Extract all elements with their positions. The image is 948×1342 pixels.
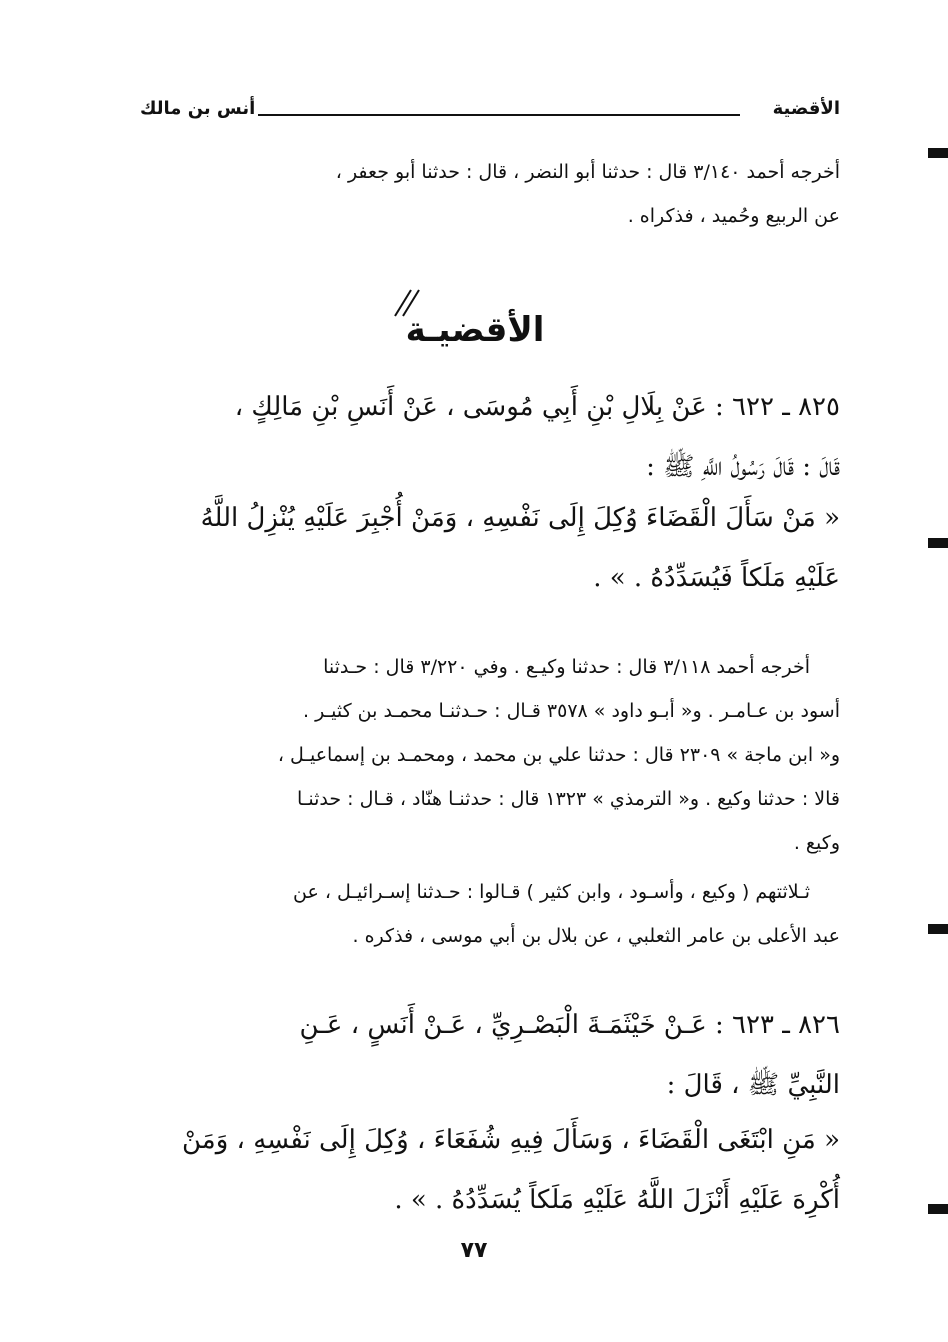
hadith-826-isnad bbox=[140, 995, 840, 1115]
running-header bbox=[140, 92, 840, 132]
scan-edge-mark bbox=[928, 148, 948, 158]
takhrij-line: أخرجه أحمد ٣/١١٨ قال : حدثنا وكيـع . وفي ٣/٢٢٠ قال : حـدثنا bbox=[323, 656, 810, 678]
hadith-825-text bbox=[140, 488, 840, 608]
takhrij-line: و« ابن ماجة » ٢٣٠٩ قال : حدثنا علي بن محمد ، ومحمـد بن إسماعيـل ، bbox=[277, 744, 840, 766]
takhrij-line: ثـلاثتهم ( وكيع ، وأسـود ، وابن كثير ) قـالوا : حـدثنا إسـرائيـل ، عن bbox=[293, 881, 810, 903]
hadith-line: ٨٢٦ ـ ٦٢٣ : عَـنْ خَيْثَمَـةَ الْبَصْـرِيِّ ، عَـنْ أَنَسٍ ، عَـنِ bbox=[299, 1010, 840, 1040]
scan-edge-mark bbox=[928, 924, 948, 934]
takhrij-825-paragraph-1 bbox=[140, 645, 840, 865]
takhrij-line: عبد الأعلى بن عامر الثعلبي ، عن بلال بن أبي موسى ، فذكره . bbox=[352, 925, 840, 947]
hadith-line: قَالَ : قَالَ رَسُولُ اللَّهِ ﷺ : bbox=[646, 452, 840, 482]
hadith-825-isnad bbox=[140, 377, 840, 497]
hadith-826-text bbox=[140, 1110, 840, 1230]
hadith-text-line: « مَنِ ابْتَغَى الْقَضَاءَ ، وَسَأَلَ فِيهِ شُفَعَاءَ ، وُكِلَ إِلَى نَفْسِهِ ، وَمَنْ bbox=[182, 1125, 840, 1155]
header-section-title: الأقضية bbox=[772, 98, 840, 119]
takhrij-line: قالا : حدثنا وكيع . و« الترمذي » ١٣٢٣ قال : حدثنـا هنّاد ، قـال : حدثنـا bbox=[297, 788, 840, 810]
takhrij-line: وكيع . bbox=[793, 832, 840, 854]
intro-note bbox=[140, 150, 840, 238]
header-rule bbox=[258, 114, 740, 116]
takhrij-825-paragraph-2 bbox=[140, 870, 840, 958]
hadith-text-line: عَلَيْهِ مَلَكاً فَيُسَدِّدُهُ . » . bbox=[593, 563, 840, 593]
page-number: ٧٧ bbox=[460, 1238, 488, 1263]
intro-note-line: عن الربيع وحُميد ، فذكراه . bbox=[627, 205, 840, 227]
hadith-line: ٨٢٥ ـ ٦٢٢ : عَنْ بِلَالِ بْنِ أَبِي مُوسَى ، عَنْ أَنَسِ بْنِ مَالِكٍ ، bbox=[234, 392, 840, 422]
scan-edge-mark bbox=[928, 538, 948, 548]
scan-edge-mark bbox=[928, 1204, 948, 1214]
hadith-line: النَّبِيِّ ﷺ ، قَالَ : bbox=[666, 1070, 840, 1100]
header-book-title: أنس بن مالك bbox=[140, 98, 256, 119]
intro-note-line: أخرجه أحمد ٣/١٤٠ قال : حدثنا أبو النضر ، قال : حدثنا أبو جعفر ، bbox=[335, 161, 840, 183]
chapter-title: الأقضيـة bbox=[405, 310, 545, 350]
takhrij-line: أسود بن عـامـر . و« أبـو داود » ٣٥٧٨ قـال : حـدثنـا محمـد بن كثيـر . bbox=[303, 700, 840, 722]
hadith-text-line: أُكْرِهَ عَلَيْهِ أَنْزَلَ اللَّهُ عَلَيْهِ مَلَكاً يُسَدِّدُهُ . » . bbox=[394, 1185, 840, 1215]
hadith-text-line: « مَنْ سَأَلَ الْقَضَاءَ وُكِلَ إِلَى نَفْسِهِ ، وَمَنْ أُجْبِرَ عَلَيْهِ يُنْزِلُ اللَّهُ bbox=[200, 503, 840, 533]
